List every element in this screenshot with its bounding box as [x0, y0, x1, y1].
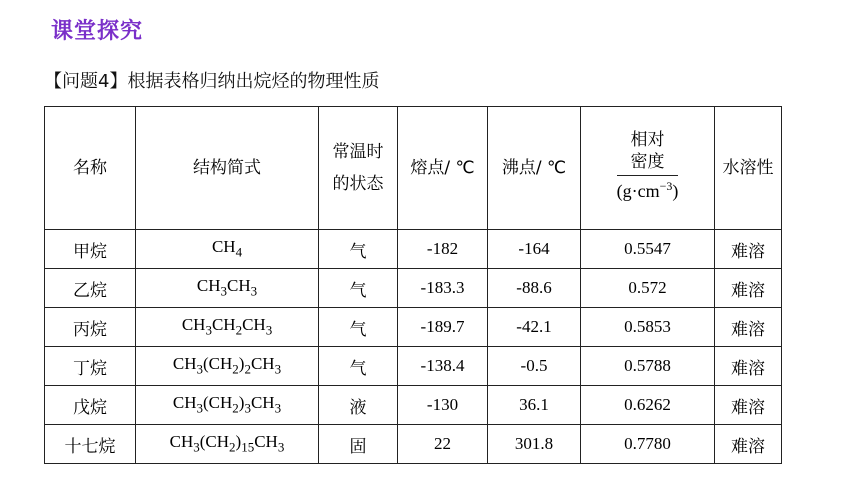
cell-boiling: -88.6	[488, 269, 581, 308]
cell-melting: -182	[398, 230, 488, 269]
table-row	[45, 308, 782, 347]
question-text: 【问题4】根据表格归纳出烷烃的物理性质	[44, 71, 380, 92]
cell-state: 气	[319, 347, 398, 386]
header-state-line1: 常温时	[332, 142, 384, 162]
header-state	[319, 107, 398, 230]
cell-melting: -183.3	[398, 269, 488, 308]
cell-boiling: -42.1	[488, 308, 581, 347]
cell-state: 液	[319, 386, 398, 425]
header-density	[581, 107, 715, 230]
cell-solubility: 难溶	[715, 308, 782, 347]
header-name: 名称	[45, 107, 136, 230]
table-row	[45, 425, 782, 464]
cell-name: 乙烷	[45, 269, 136, 308]
cell-name: 丁烷	[45, 347, 136, 386]
cell-solubility: 难溶	[715, 230, 782, 269]
cell-melting: -130	[398, 386, 488, 425]
cell-density: 0.7780	[581, 425, 715, 464]
cell-name: 丙烷	[45, 308, 136, 347]
table-row	[45, 269, 782, 308]
header-solubility: 水溶性	[715, 107, 782, 230]
cell-state: 固	[319, 425, 398, 464]
cell-solubility: 难溶	[715, 425, 782, 464]
cell-formula: $CH_4$	[136, 230, 319, 269]
table-row	[45, 347, 782, 386]
cell-solubility: 难溶	[715, 269, 782, 308]
header-formula: 结构简式	[136, 107, 319, 230]
cell-melting: -189.7	[398, 308, 488, 347]
table-header-row	[45, 107, 782, 230]
table-row	[45, 230, 782, 269]
cell-boiling: 36.1	[488, 386, 581, 425]
header-density-unit: $(g\cdot cm^{-3})$	[616, 178, 679, 201]
cell-solubility: 难溶	[715, 386, 782, 425]
cell-boiling: 301.8	[488, 425, 581, 464]
section-title: 课堂探究	[51, 19, 144, 44]
header-density-line2: 密度	[617, 151, 679, 176]
cell-state: 气	[319, 308, 398, 347]
cell-boiling: -0.5	[488, 347, 581, 386]
cell-formula: $CH_3(CH_2)_{15}CH_3$	[136, 425, 319, 464]
cell-boiling: -164	[488, 230, 581, 269]
cell-state: 气	[319, 230, 398, 269]
cell-name: 十七烷	[45, 425, 136, 464]
alkane-properties-table	[44, 106, 782, 464]
cell-melting: 22	[398, 425, 488, 464]
cell-formula: $CH_3CH_2CH_3$	[136, 308, 319, 347]
table-row	[45, 386, 782, 425]
header-state-line2: 的状态	[332, 174, 384, 194]
cell-formula: $CH_3(CH_2)_3CH_3$	[136, 386, 319, 425]
header-boiling: 沸点/ ℃	[488, 107, 581, 230]
cell-name: 甲烷	[45, 230, 136, 269]
cell-formula: $CH_3CH_3$	[136, 269, 319, 308]
cell-density: 0.572	[581, 269, 715, 308]
header-density-line1: 相对	[630, 129, 665, 150]
cell-density: 0.5547	[581, 230, 715, 269]
cell-density: 0.5853	[581, 308, 715, 347]
cell-density: 0.5788	[581, 347, 715, 386]
cell-melting: -138.4	[398, 347, 488, 386]
cell-state: 气	[319, 269, 398, 308]
cell-formula: $CH_3(CH_2)_2CH_3$	[136, 347, 319, 386]
header-melting: 熔点/ ℃	[398, 107, 488, 230]
cell-solubility: 难溶	[715, 347, 782, 386]
cell-name: 戊烷	[45, 386, 136, 425]
cell-density: 0.6262	[581, 386, 715, 425]
